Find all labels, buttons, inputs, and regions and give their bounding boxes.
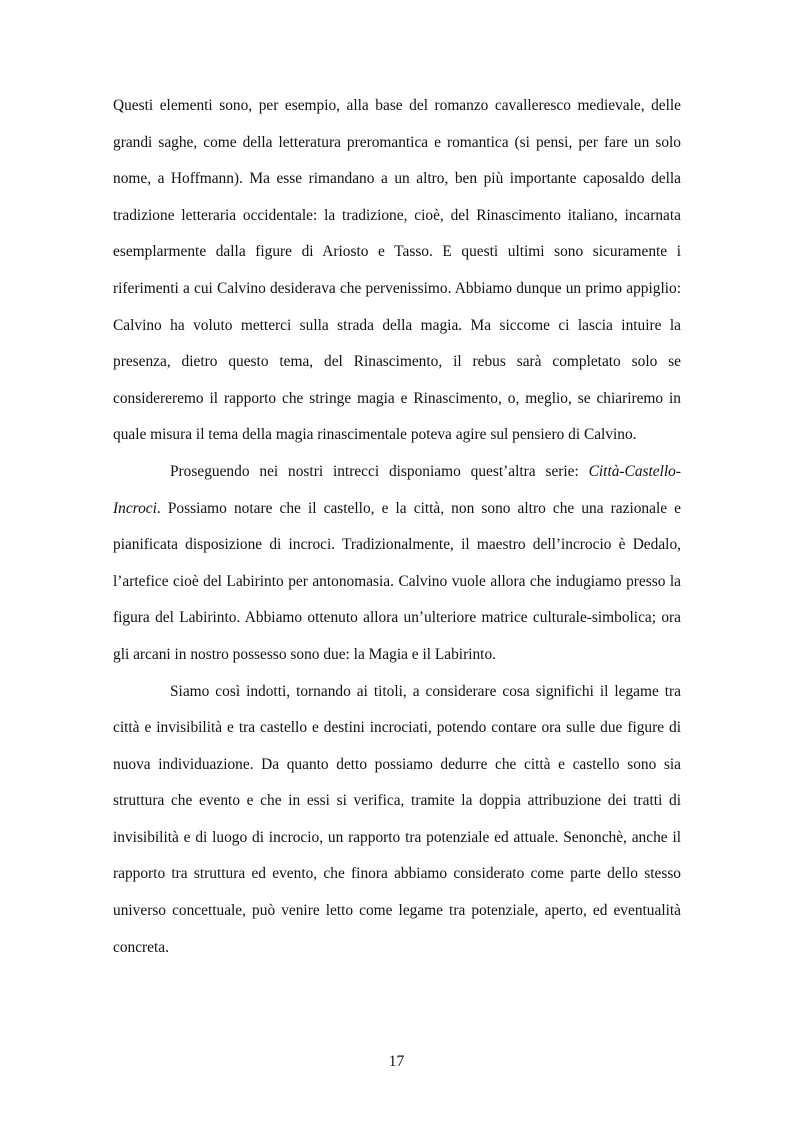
paragraph-2-rest: . Possiamo notare che il castello, e la città, non sono altro che una razionale e pianificata disposizione di incroci. Tradizionalmente, il maestro dell’incrocio è Dedalo, l’artefice cioè del Labirinto per antonomasia. Calvino vuole allora che indugiamo presso la figura del Labirinto. Abbiamo ottenuto allora un’ulteriore matrice culturale-simbolica; ora gli arcani in nostro possesso sono due: la Magia e il Labirinto. xyxy=(113,499,681,663)
paragraph-3: Siamo così indotti, tornando ai titoli, a considerare cosa significhi il legame tra città e invisibilità e tra castello e destini incrociati, potendo contare ora sulle due figure di nuova individuazione. Da quanto detto possiamo dedurre che città e castello sono sia struttura che evento e che in essi si verifica, tramite la doppia attribuzione dei tratti di invisibilità e di luogo di incrocio, un rapporto tra potenziale ed attuale. Senonchè, anche il rapporto tra struttura ed evento, che finora abbiamo considerato come parte dello stesso universo concettuale, può venire letto come legame tra potenziale, aperto, ed eventualità concreta. xyxy=(113,682,681,956)
body-text xyxy=(113,88,681,966)
paragraph-2-italic-series: Città-Castello-Incroci xyxy=(113,462,681,517)
paragraph-2-lead: Proseguendo nei nostri intrecci disponiamo quest’altra serie: xyxy=(170,462,589,480)
paragraph-1: Questi elementi sono, per esempio, alla base del romanzo cavalleresco medievale, delle grandi saghe, come della letteratura preromantica e romantica (si pensi, per fare un solo nome, a Hoffmann). Ma esse rimandano a un altro, ben più importante caposaldo della tradizione letteraria occidentale: la tradizione, cioè, del Rinascimento italiano, incarnata esemplarmente dalla figure di Ariosto e Tasso. E questi ultimi sono sicuramente i riferimenti a cui Calvino desiderava che pervenissimo. Abbiamo dunque un primo appiglio: Calvino ha voluto metterci sulla strada della magia. Ma siccome ci lascia intuire la presenza, dietro questo tema, del Rinascimento, il rebus sarà completato solo se considereremo il rapporto che stringe magia e Rinascimento, o, meglio, se chiariremo in quale misura il tema della magia rinascimentale poteva agire sul pensiero di Calvino. xyxy=(113,97,681,444)
paragraph-2 xyxy=(113,454,681,674)
page-number: 17 xyxy=(388,1053,405,1070)
